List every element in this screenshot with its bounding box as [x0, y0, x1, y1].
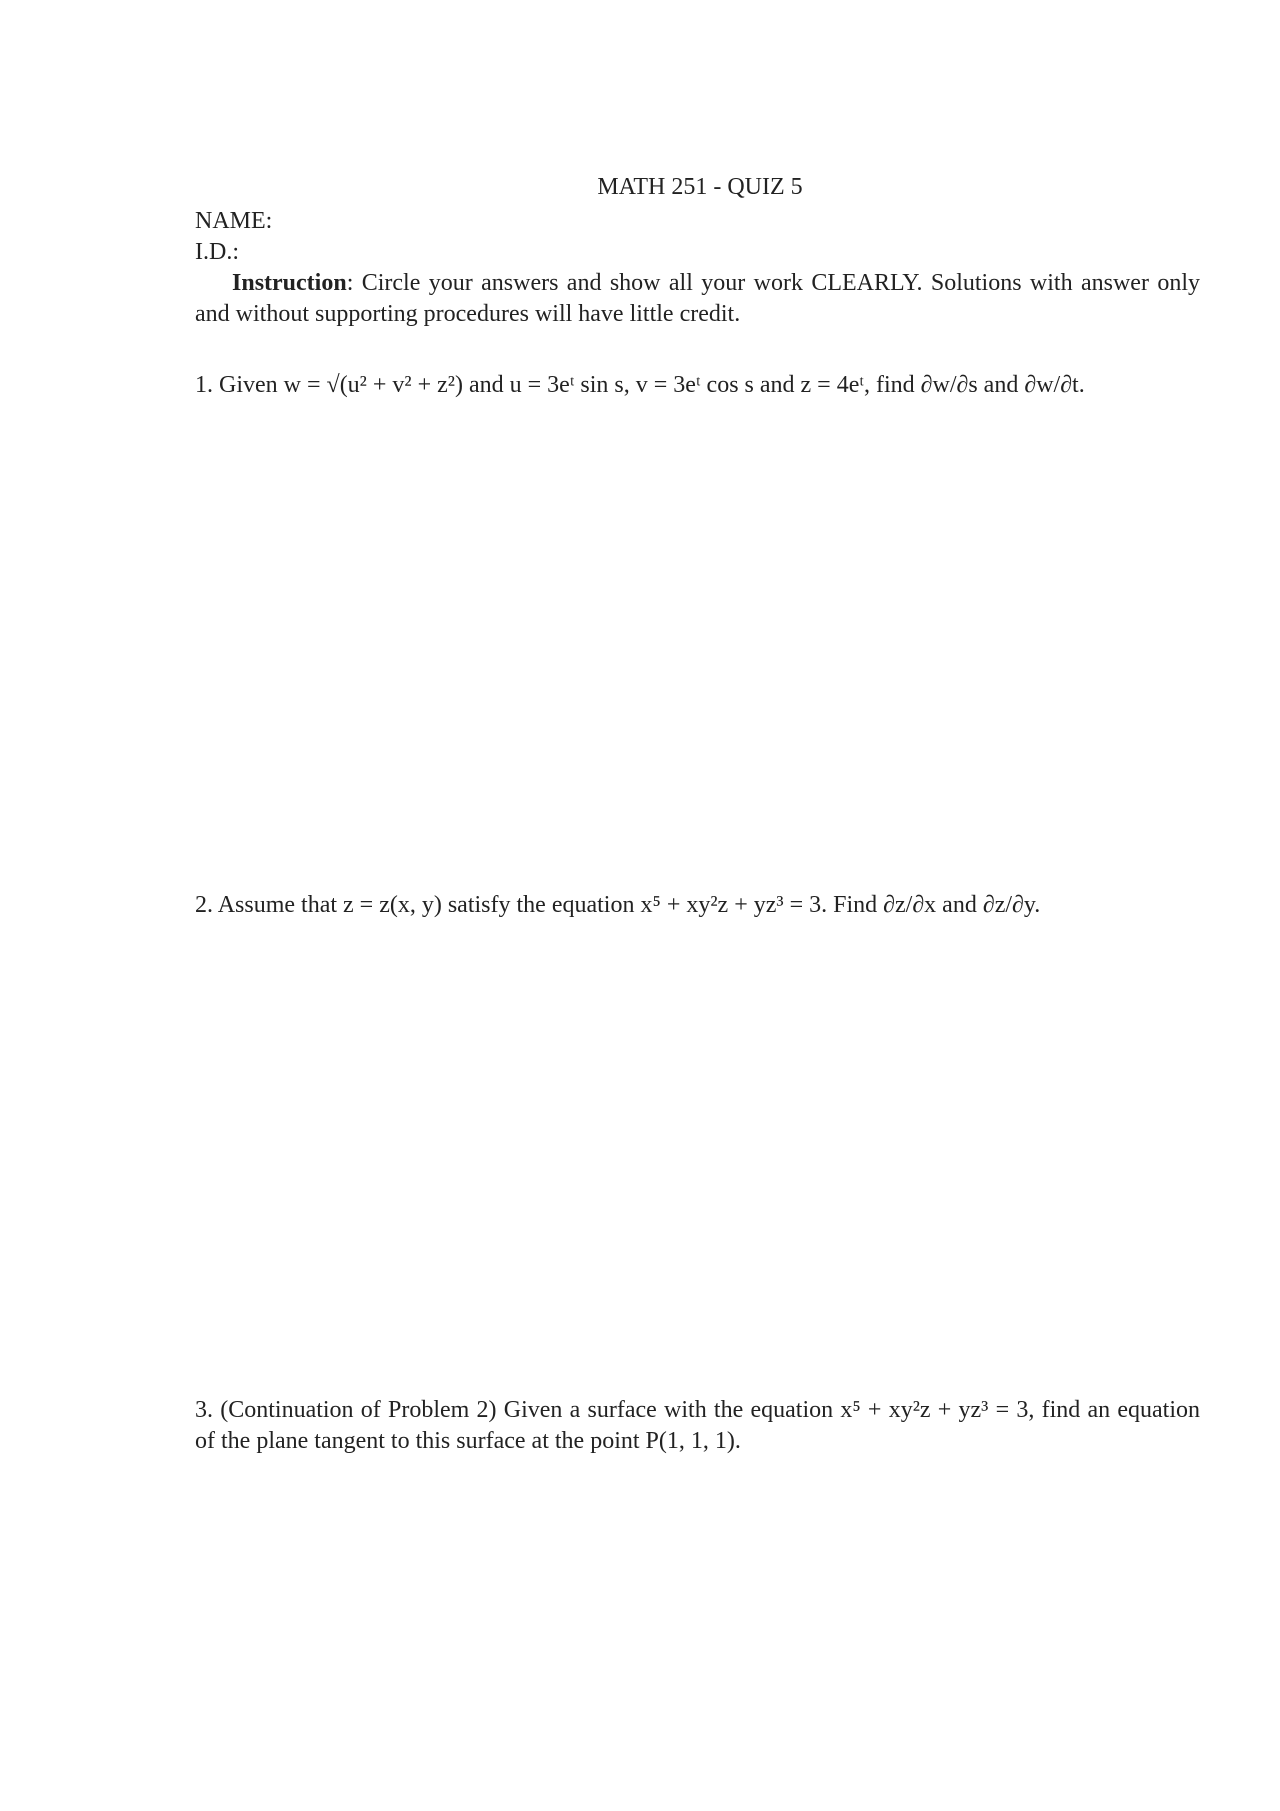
name-label: NAME:	[195, 208, 273, 234]
instruction	[195, 268, 1200, 330]
instruction-text: : Circle your answers and show all your work CLEARLY. Solutions with answer only and without supporting procedures will have little credit.	[195, 270, 1200, 327]
problem-number: 1.	[195, 372, 213, 398]
problem-number: 3.	[195, 1397, 213, 1423]
problem-3	[195, 1395, 1200, 1457]
problem-number: 2.	[195, 892, 213, 918]
page-title: MATH 251 - QUIZ 5	[597, 174, 803, 200]
problem-2	[195, 890, 1200, 921]
instruction-label: Instruction	[232, 270, 347, 296]
problem-1-text: Given w = √(u² + v² + z²) and u = 3eᵗ sin s, v = 3eᵗ cos s and z = 4eᵗ, find ∂w/∂s and ∂w/∂t.	[219, 372, 1085, 398]
problem-3-text: (Continuation of Problem 2) Given a surface with the equation x⁵ + xy²z + yz³ = 3, find an equation of the plane tangent to this surface at the point P(1, 1, 1).	[195, 1397, 1200, 1454]
problem-2-text: Assume that z = z(x, y) satisfy the equation x⁵ + xy²z + yz³ = 3. Find ∂z/∂x and ∂z/∂y.	[217, 892, 1041, 918]
problem-1	[195, 370, 1200, 401]
id-label: I.D.:	[195, 239, 239, 265]
